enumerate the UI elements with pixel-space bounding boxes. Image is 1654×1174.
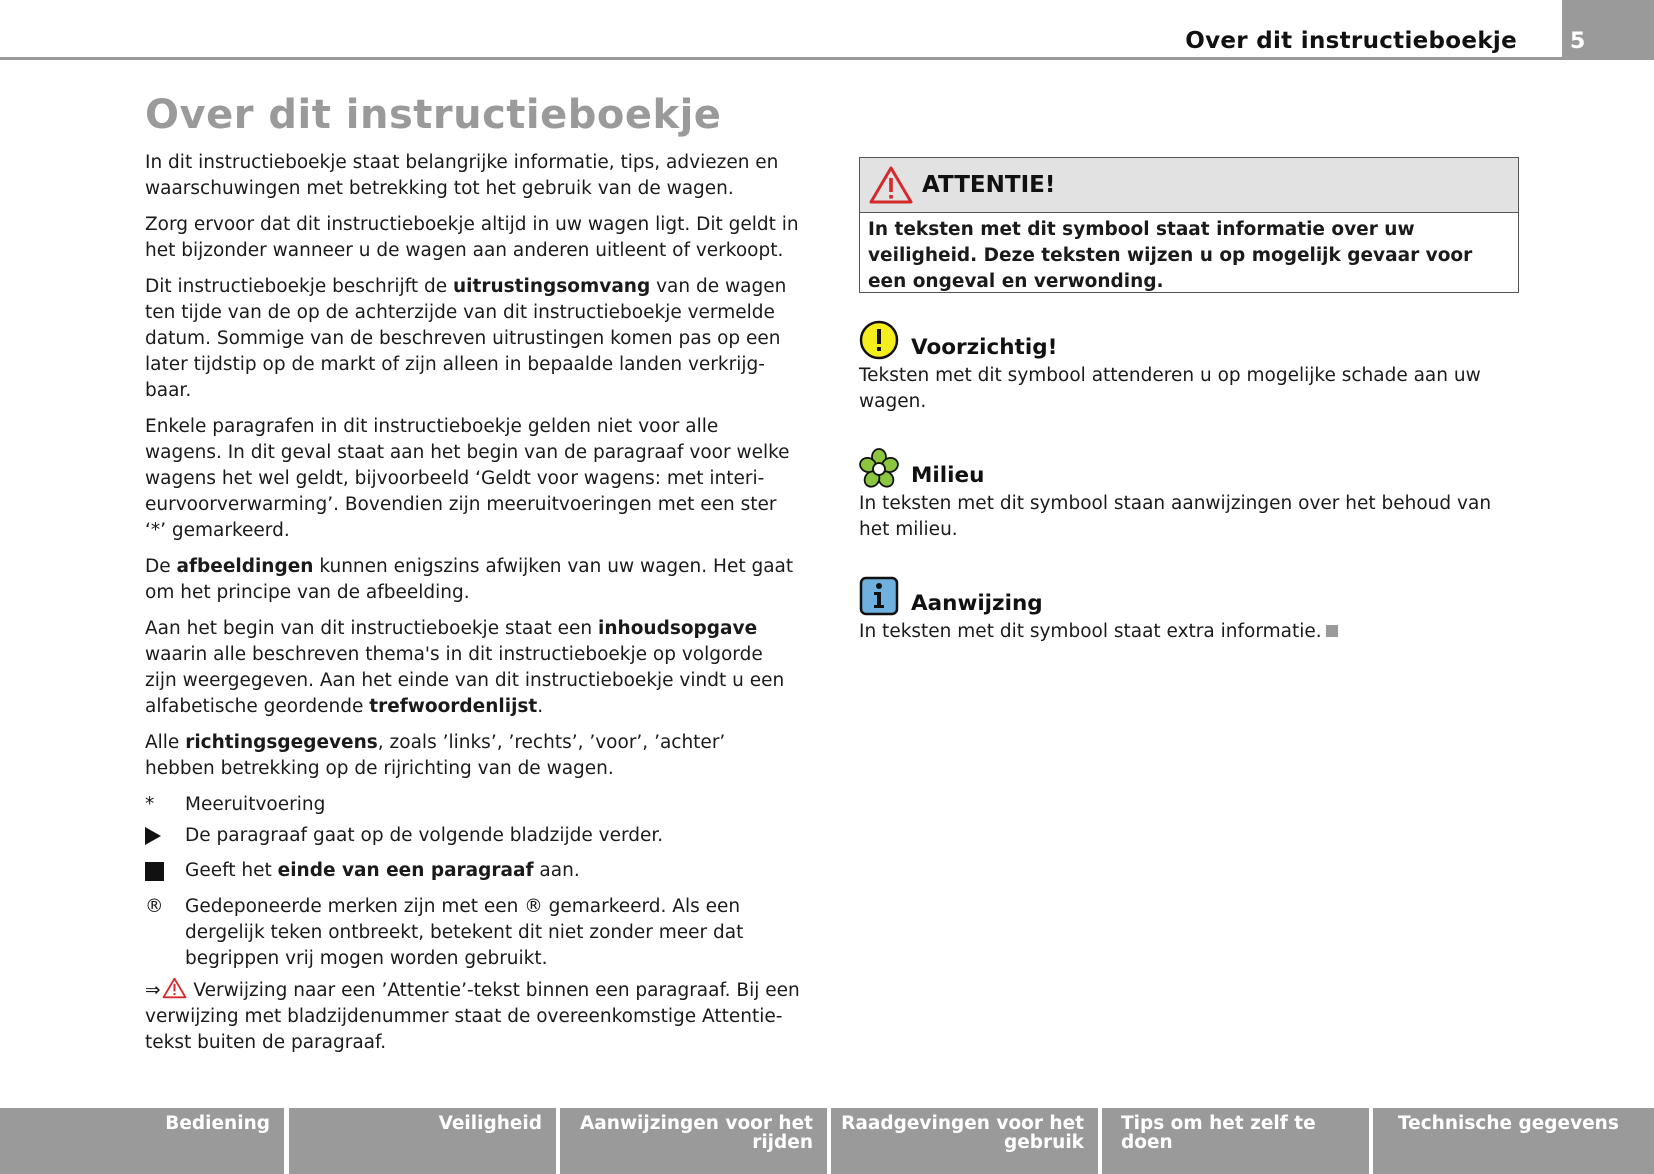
attention-box — [859, 157, 1519, 293]
page-number: 5 — [1562, 0, 1654, 60]
section-title: Voorzichtig! — [911, 335, 1058, 360]
end-of-paragraph-icon — [145, 862, 164, 881]
warning-triangle-icon — [161, 977, 188, 999]
tab-label: Technische gegevens — [1398, 1113, 1619, 1134]
tab-label: Tips om het zelf te doen — [1121, 1113, 1316, 1153]
section-caution — [859, 316, 1519, 415]
paragraph-keep-in-car: Zorg ervoor dat dit instructieboekje altijd in uw wagen ligt. Dit geldt in het bijzonder wanneer u de wagen aan anderen uitleent of verkoopt. — [145, 214, 799, 261]
header-rule — [0, 57, 1562, 60]
warning-triangle-icon — [868, 165, 914, 205]
info-icon — [859, 576, 899, 616]
left-column — [145, 150, 800, 1066]
section-title: Milieu — [911, 463, 985, 488]
paragraph-equipment — [145, 274, 800, 404]
tab-veiligheid[interactable] — [289, 1108, 556, 1174]
text-span: aan. — [533, 860, 580, 881]
text-span: De — [145, 556, 177, 577]
section-head — [859, 572, 1519, 616]
paragraph-applicability: Enkele paragrafen in dit instructieboekje gelden niet voor alle wagens. In dit geval staat aan het begin van de paragraaf voor welke wagens het wel geldt, bijvoorbeeld ‘Geldt voor wagens: met interi-eurvoorverwarming’. Bovendien zijn meeruitvoeringen met een ster ‘*’ gemarkeerd. — [145, 416, 790, 541]
tab-label: Veiligheid — [438, 1113, 542, 1134]
attention-header — [860, 158, 1518, 213]
text-span: Verwijzing naar een ’Attentie’-tekst binnen een paragraaf. Bij een verwijzing met bladzijdenummer staat de overeenkomstige Attentie-tekst buiten de paragraaf. — [145, 980, 800, 1053]
tab-technische-gegevens[interactable] — [1373, 1108, 1654, 1174]
bold-term: einde van een paragraaf — [277, 860, 534, 881]
text-span: Geeft het — [185, 860, 278, 881]
section-head — [859, 444, 1519, 488]
tab-label: Bediening — [165, 1113, 270, 1134]
section-note — [859, 572, 1519, 645]
chapter-tab-bar — [0, 1108, 1654, 1174]
legend-text — [185, 858, 800, 889]
legend-symbol-cell — [145, 823, 185, 853]
tab-aanwijzingen-rijden[interactable] — [560, 1108, 827, 1174]
flower-icon — [859, 448, 899, 488]
text-span: van de wagen ten tijde van de op de achterzijde van dit instructieboekje vermelde datum. Sommige van de beschreven uitrustingen komen pas op een later tijdstip op de markt of zijn alleen in bepaalde landen verkrijg-baar. — [145, 276, 787, 401]
bold-term: trefwoordenlijst — [369, 696, 538, 717]
legend-text: Gedeponeerde merken zijn met een ® gemarkeerd. Als een dergelijk teken ontbreekt, betekent dit niet zonder meer dat begrippen vrij mogen worden gebruikt. — [185, 896, 744, 969]
paragraph-directions — [145, 730, 800, 782]
symbol-legend — [145, 792, 800, 972]
legend-row-registered — [145, 894, 800, 972]
end-of-section-icon — [1326, 625, 1338, 637]
bold-term: uitrustingsomvang — [453, 276, 651, 297]
star-symbol: * — [145, 794, 155, 815]
page-title: Over dit instructieboekje — [145, 92, 722, 138]
text-span: In teksten met dit symbool staat extra informatie. — [859, 621, 1322, 642]
text-span: Dit instructieboekje beschrijft de — [145, 276, 453, 297]
legend-row-square — [145, 858, 800, 889]
attention-body: In teksten met dit symbool staat informatie over uw veiligheid. Deze teksten wijzen u op mogelijk gevaar voor een ongeval en verwonding. — [868, 219, 1473, 292]
continue-arrow-icon — [145, 827, 161, 845]
section-text: Teksten met dit symbool attenderen u op mogelijke schade aan uw wagen. — [859, 365, 1481, 412]
bold-term: inhoudsopgave — [598, 618, 758, 639]
text-span: Aan het begin van dit instructieboekje staat een — [145, 618, 599, 639]
text-span: waarin alle beschreven thema's in dit instructieboekje op volgorde zijn weergegeven. Aan het einde van dit instructieboekje vindt u een alfabetische geordende — [145, 644, 785, 717]
section-environment — [859, 444, 1519, 543]
legend-row-arrow — [145, 823, 800, 853]
bold-term: afbeeldingen — [176, 556, 314, 577]
reference-arrow: ⇒ — [145, 980, 161, 1001]
running-header-title: Over dit instructieboekje — [1185, 28, 1517, 54]
paragraph-contents — [145, 616, 800, 720]
text-span: . — [537, 696, 544, 717]
tab-bediening[interactable] — [0, 1108, 284, 1174]
legend-row-star — [145, 792, 800, 818]
tab-label: gebruik — [1004, 1132, 1084, 1153]
paragraph-images — [145, 554, 800, 606]
legend-text: Meeruitvoering — [185, 794, 326, 815]
bold-term: richtingsgegevens — [185, 732, 378, 753]
tab-label: Aanwijzingen voor het — [579, 1113, 813, 1134]
section-text: In teksten met dit symbool staan aanwijzingen over het behoud van het milieu. — [859, 493, 1492, 540]
paragraph-reference — [145, 977, 800, 1056]
section-head — [859, 316, 1519, 360]
paragraph-intro: In dit instructieboekje staat belangrijke informatie, tips, adviezen en waarschuwingen met betrekking tot het gebruik van de wagen. — [145, 152, 779, 199]
text-span: kunnen enigszins afwijken van uw wagen. Het gaat om het principe van de afbeelding. — [145, 556, 794, 603]
legend-symbol-cell — [145, 858, 185, 889]
section-title: Aanwijzing — [911, 591, 1043, 616]
legend-text: De paragraaf gaat op de volgende bladzijde verder. — [185, 825, 664, 846]
caution-icon — [859, 320, 899, 360]
tab-raadgevingen-gebruik[interactable] — [831, 1108, 1098, 1174]
tab-label: rijden — [752, 1132, 813, 1153]
section-text — [859, 619, 1519, 645]
tab-label: Raadgevingen voor het — [841, 1113, 1084, 1134]
text-span: , zoals ’links’, ’rechts’, ’voor’, ’achter’ hebben betrekking op de rijrichting van de wagen. — [145, 732, 726, 779]
tab-tips-zelf-doen[interactable] — [1102, 1108, 1369, 1174]
text-span: Alle — [145, 732, 186, 753]
attention-title: ATTENTIE! — [922, 172, 1056, 198]
registered-symbol: ® — [145, 896, 164, 917]
